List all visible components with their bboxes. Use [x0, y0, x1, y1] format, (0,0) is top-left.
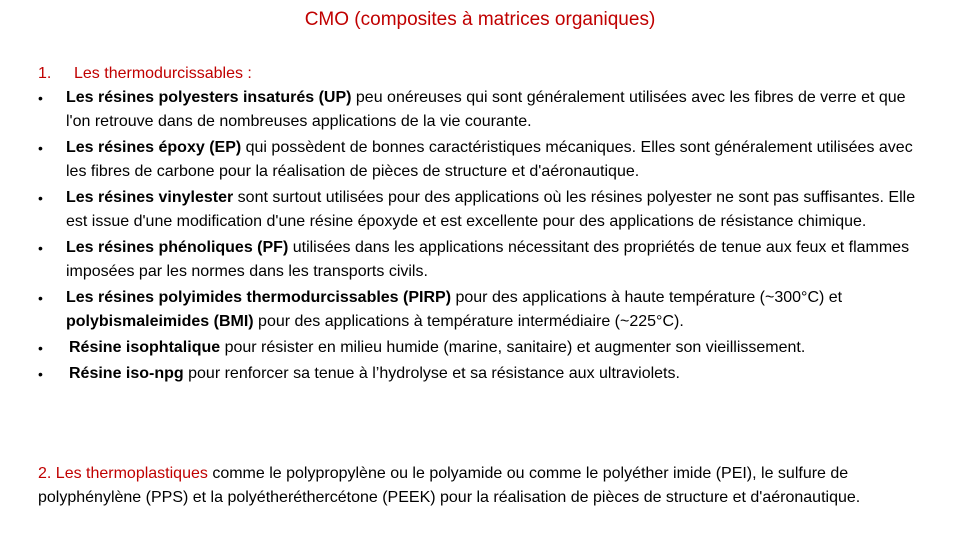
item-description: pour renforcer sa tenue à l’hydrolyse et sa résistance aux ultraviolets.	[183, 365, 680, 382]
bullet-icon: •	[38, 290, 43, 306]
item-term-secondary: polybismaleimides (BMI)	[66, 313, 254, 330]
section2-text: comme le polypropylène ou le polyamide ou comme le polyéther imide (PEI), le sulfure de polyphénylène (PPS) et la polyétheréthercétone (PEEK) pour la réalisation de pièces de structure et d'aéronautique.	[38, 465, 861, 506]
section-thermoplastiques	[38, 462, 918, 510]
item-description: utilisées dans les applications nécessitant des propriétés de tenue aux feux et flammes imposées par les normes dans les transports civils.	[66, 239, 910, 280]
section-heading-text: Les thermodurcissables :	[74, 65, 252, 82]
section-heading	[38, 62, 928, 86]
item-term: Les résines polyimides thermodurcissables (PIRP)	[66, 289, 452, 306]
item-description: pour résister en milieu humide (marine, sanitaire) et augmenter son vieillissement.	[220, 339, 806, 356]
bullet-icon: •	[38, 240, 43, 256]
section-number: 1.	[38, 65, 52, 82]
list-item-ep	[38, 136, 928, 184]
bullet-icon: •	[38, 366, 43, 382]
bullet-icon: •	[38, 340, 43, 356]
item-term: Résine isophtalique	[69, 339, 221, 356]
slide-title: CMO (composites à matrices organiques)	[304, 9, 656, 30]
bullet-icon: •	[38, 190, 43, 206]
item-term: Les résines époxy (EP)	[66, 139, 242, 156]
item-description: sont surtout utilisées pour des applications où les résines polyester ne sont pas suffisantes. Elle est issue d'une modification d'une résine époxyde et est excellente pour des applications de résistance chimique.	[66, 189, 916, 230]
list-item-pirp	[38, 286, 928, 334]
section2-heading: 2. Les thermoplastiques	[38, 465, 208, 482]
list-item-iso-npg	[38, 362, 928, 386]
list-item-isophtalique	[38, 336, 928, 360]
item-term: Les résines polyesters insaturés (UP)	[66, 89, 352, 106]
item-description: qui possèdent de bonnes caractéristiques mécaniques. Elles sont généralement utilisées avec les fibres de carbone pour la réalisation de pièces de structure et d'aéronautique.	[66, 139, 913, 180]
item-term: Les résines vinylester	[66, 189, 234, 206]
section-thermodurcissables	[38, 62, 928, 388]
list-item-pf	[38, 236, 928, 284]
resin-list	[38, 86, 928, 386]
item-term: Les résines phénoliques (PF)	[66, 239, 289, 256]
list-item-vinylester	[38, 186, 928, 234]
item-description-secondary: pour des applications à température intermédiaire (~225°C).	[253, 313, 684, 330]
item-term: Résine iso-npg	[69, 365, 184, 382]
item-description: peu onéreuses qui sont généralement utilisées avec les fibres de verre et que l'on retrouve dans de nombreuses applications de la vie courante.	[66, 89, 906, 130]
list-item-up	[38, 86, 928, 134]
bullet-icon: •	[38, 140, 43, 156]
item-description: pour des applications à haute température (~300°C) et	[451, 289, 843, 306]
bullet-icon: •	[38, 90, 43, 106]
